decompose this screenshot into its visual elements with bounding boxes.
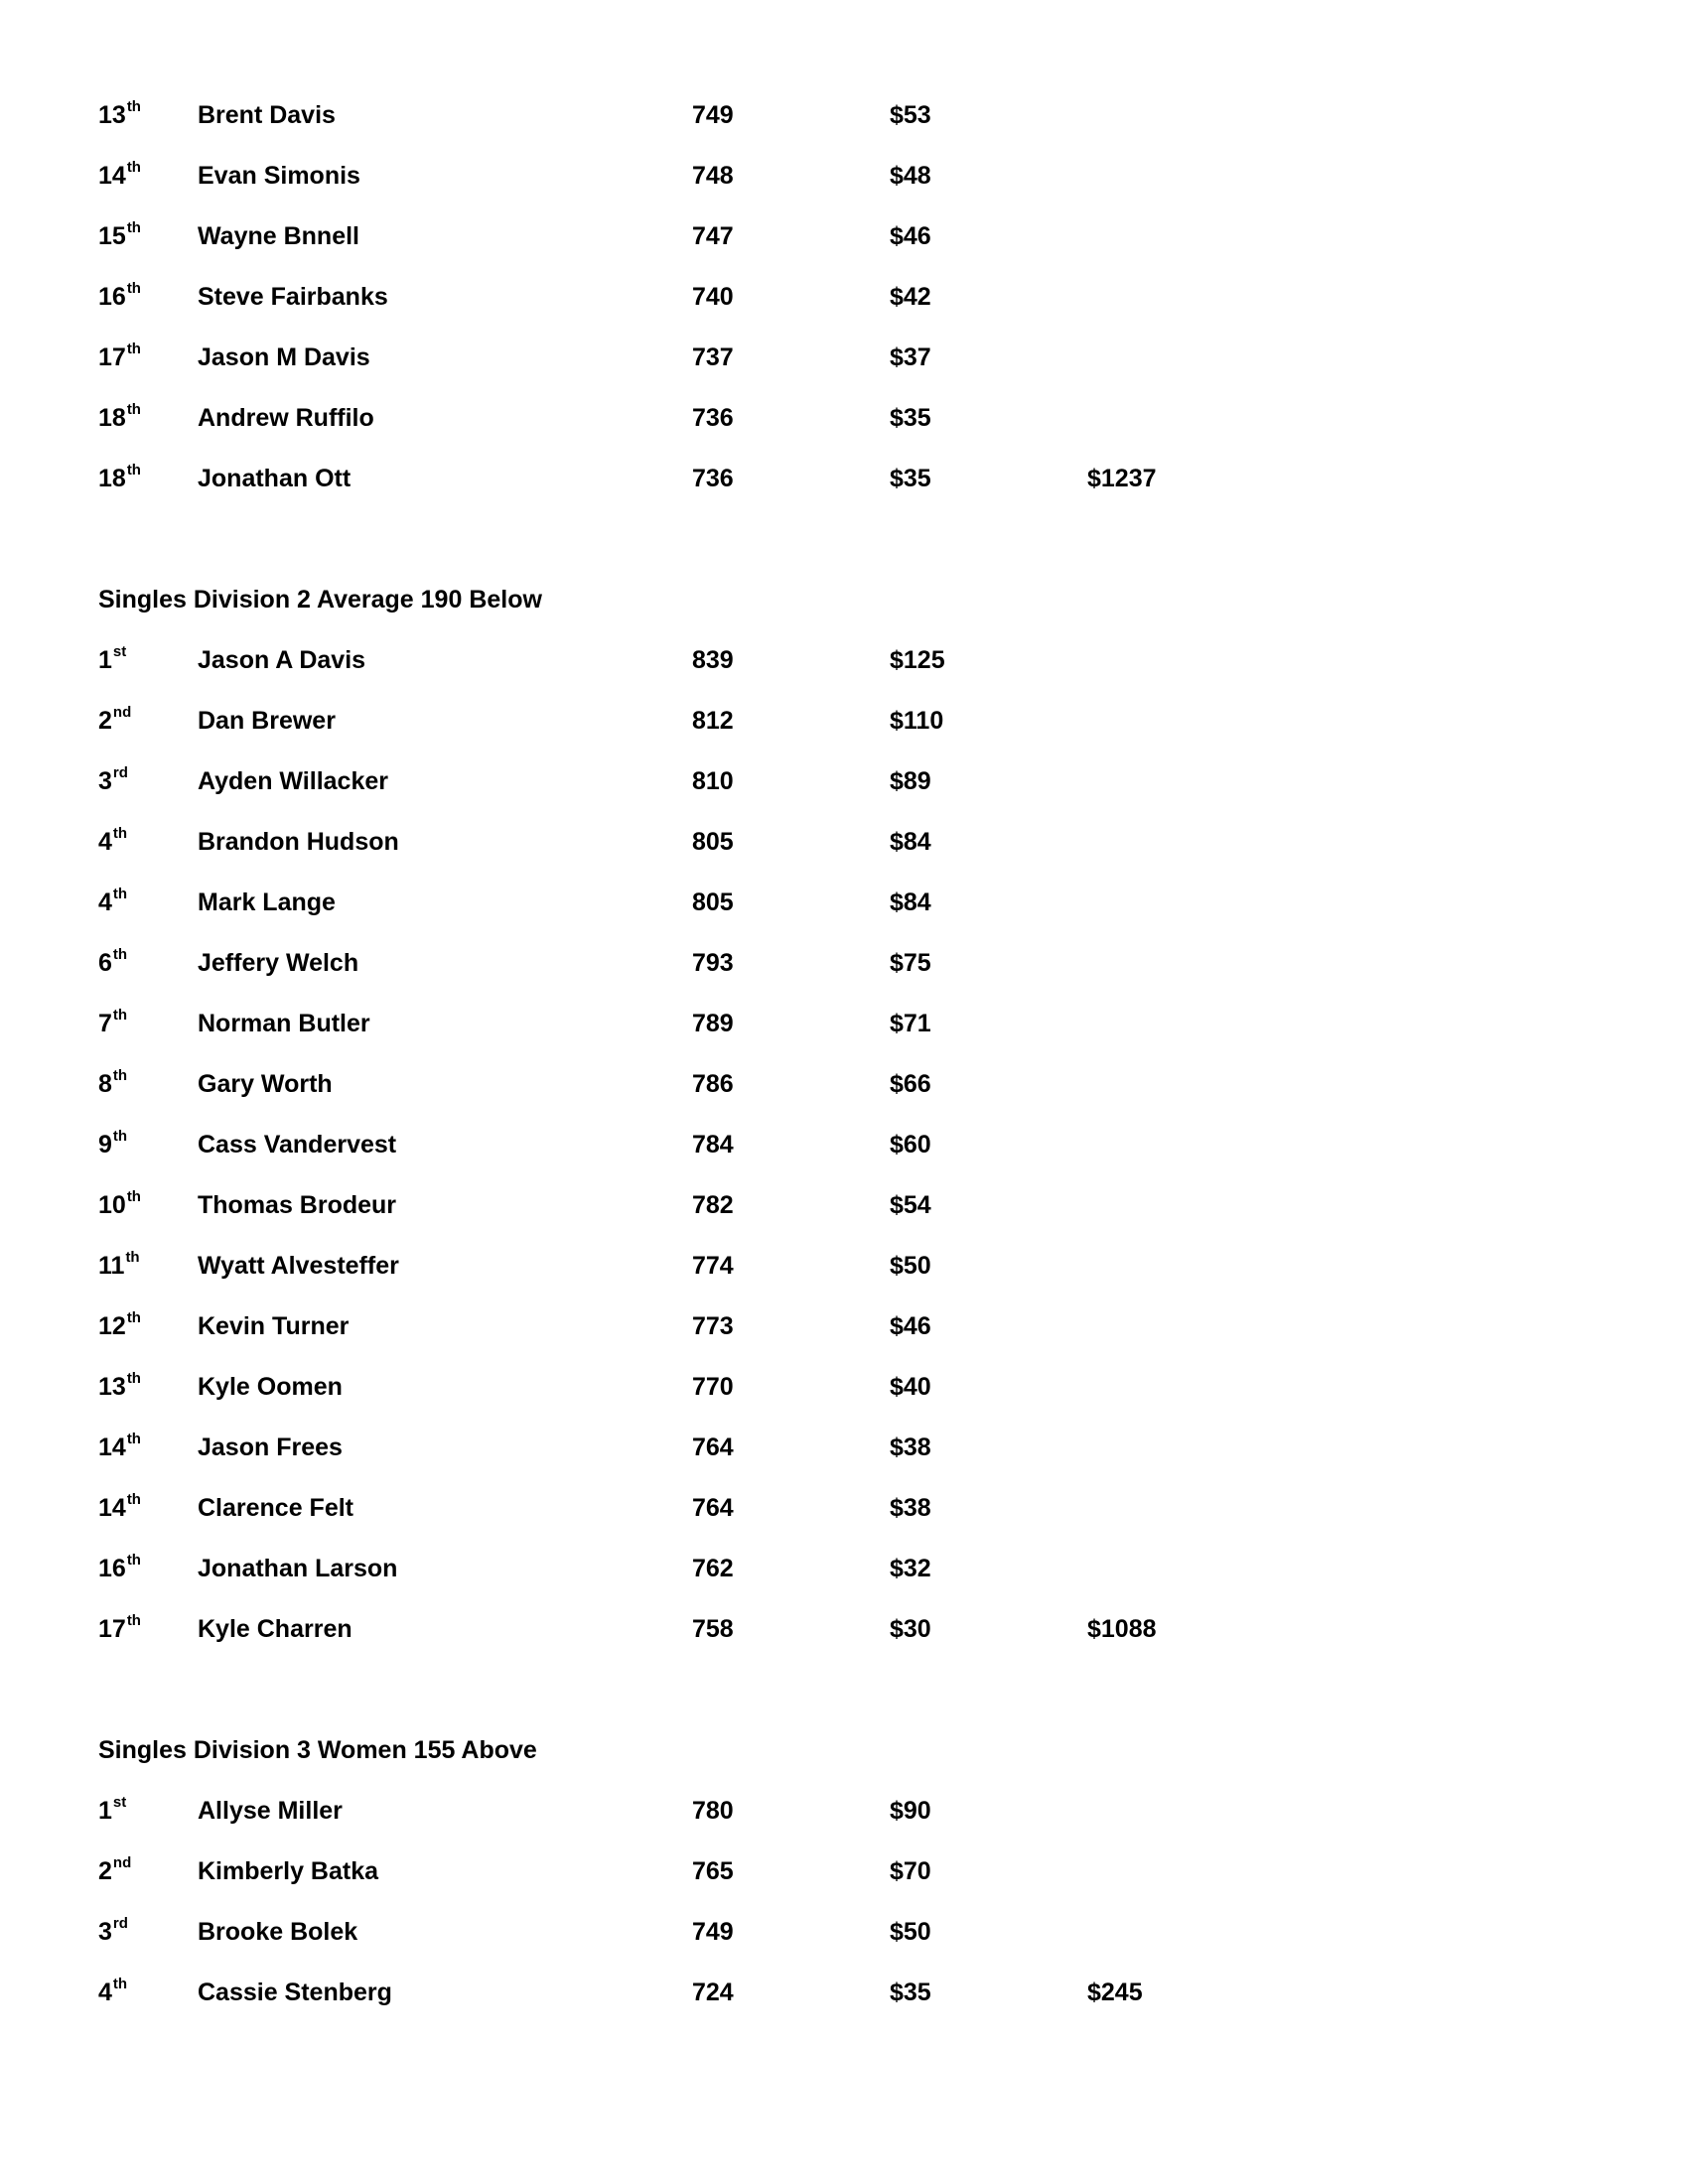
bowler-name: Norman Butler [198,1010,370,1037]
prize: $53 [890,101,931,129]
score: 839 [692,646,734,674]
result-row [0,338,1688,377]
result-row [0,459,1688,498]
rank: 3rd [98,1915,128,1946]
bowler-name: Brandon Hudson [198,828,399,856]
bowler-name: Kyle Oomen [198,1373,343,1401]
score: 747 [692,222,734,250]
bowler-name: Jason M Davis [198,343,370,371]
score: 736 [692,465,734,492]
bowler-name: Kyle Charren [198,1615,352,1643]
prize: $30 [890,1615,931,1643]
prize: $125 [890,646,945,674]
result-row [0,883,1688,922]
score: 805 [692,828,734,856]
result-row [0,761,1688,801]
score: 724 [692,1979,734,2006]
score: 749 [692,101,734,129]
score: 737 [692,343,734,371]
bowler-name: Jonathan Larson [198,1555,398,1582]
bowler-name: Wayne Bnnell [198,222,359,250]
prize: $110 [890,707,944,735]
rank: 10th [98,1188,141,1219]
bowler-name: Andrew Ruffilo [198,404,374,432]
rank: 8th [98,1067,128,1098]
result-row [0,156,1688,196]
bowler-name: Kevin Turner [198,1312,350,1340]
result-row [0,1125,1688,1164]
rank: 9th [98,1128,128,1159]
result-row [0,1851,1688,1891]
rank: 6th [98,946,128,977]
prize: $46 [890,222,931,250]
section-total: $245 [1087,1979,1143,2006]
prize: $84 [890,828,931,856]
score: 764 [692,1433,734,1461]
score: 773 [692,1312,734,1340]
rank: 7th [98,1007,128,1037]
score: 793 [692,949,734,977]
rank: 14th [98,1491,141,1522]
rank: 17th [98,341,141,371]
bowler-name: Allyse Miller [198,1797,343,1825]
rank: 11th [98,1249,140,1280]
score: 812 [692,707,734,735]
rank: 18th [98,462,141,492]
score: 749 [692,1918,734,1946]
bowler-name: Wyatt Alvesteffer [198,1252,399,1280]
prize: $35 [890,404,931,432]
rank: 17th [98,1612,141,1643]
rank: 2nd [98,1854,132,1885]
rank: 4th [98,886,128,916]
prize: $38 [890,1494,931,1522]
prize: $35 [890,1979,931,2006]
result-row [0,640,1688,680]
bowler-name: Brent Davis [198,101,336,129]
bowler-name: Evan Simonis [198,162,360,190]
prize: $75 [890,949,931,977]
score: 774 [692,1252,734,1280]
rank: 12th [98,1309,141,1340]
score: 782 [692,1191,734,1219]
score: 764 [692,1494,734,1522]
rank: 1st [98,1794,127,1825]
section-heading: Singles Division 2 Average 190 Below [98,586,542,614]
rank: 18th [98,401,141,432]
score: 810 [692,767,734,795]
bowler-name: Jason A Davis [198,646,366,674]
score: 736 [692,404,734,432]
prize: $50 [890,1252,931,1280]
score: 786 [692,1070,734,1098]
bowler-name: Cassie Stenberg [198,1979,392,2006]
prize: $90 [890,1797,931,1825]
bowler-name: Cass Vandervest [198,1131,397,1159]
prize: $38 [890,1433,931,1461]
score: 770 [692,1373,734,1401]
bowler-name: Ayden Willacker [198,767,388,795]
score: 740 [692,283,734,311]
prize: $50 [890,1918,931,1946]
result-row [0,277,1688,317]
result-row [0,216,1688,256]
result-row [0,1246,1688,1286]
prize: $32 [890,1555,931,1582]
result-row [0,1185,1688,1225]
rank: 16th [98,1552,141,1582]
bowler-name: Mark Lange [198,888,336,916]
result-row [0,398,1688,438]
bowler-name: Steve Fairbanks [198,283,388,311]
bowler-name: Brooke Bolek [198,1918,358,1946]
prize: $46 [890,1312,931,1340]
prize: $48 [890,162,931,190]
result-row [0,701,1688,741]
rank: 14th [98,1431,141,1461]
section-total: $1237 [1087,465,1157,492]
bowler-name: Dan Brewer [198,707,336,735]
score: 765 [692,1857,734,1885]
bowler-name: Thomas Brodeur [198,1191,397,1219]
rank: 14th [98,159,141,190]
result-row [0,95,1688,135]
prize: $70 [890,1857,931,1885]
prize: $60 [890,1131,931,1159]
score: 789 [692,1010,734,1037]
prize: $66 [890,1070,931,1098]
score: 762 [692,1555,734,1582]
rank: 4th [98,1976,128,2006]
section-heading: Singles Division 3 Women 155 Above [98,1736,537,1764]
score: 748 [692,162,734,190]
score: 758 [692,1615,734,1643]
score: 780 [692,1797,734,1825]
prize: $37 [890,343,931,371]
result-row [0,1004,1688,1043]
score: 805 [692,888,734,916]
prize: $40 [890,1373,931,1401]
result-row [0,943,1688,983]
prize: $71 [890,1010,931,1037]
result-row [0,1488,1688,1528]
rank: 13th [98,1370,141,1401]
rank: 16th [98,280,141,311]
result-row [0,1549,1688,1588]
rank: 2nd [98,704,132,735]
result-row [0,822,1688,862]
result-row [0,1791,1688,1831]
prize: $35 [890,465,931,492]
result-row [0,1912,1688,1952]
rank: 15th [98,219,141,250]
section-total: $1088 [1087,1615,1157,1643]
score: 784 [692,1131,734,1159]
bowler-name: Jonathan Ott [198,465,352,492]
bowler-name: Gary Worth [198,1070,333,1098]
result-row [0,1367,1688,1407]
rank: 1st [98,643,127,674]
prize: $54 [890,1191,931,1219]
result-row [0,1973,1688,2012]
bowler-name: Clarence Felt [198,1494,354,1522]
bowler-name: Jeffery Welch [198,949,359,977]
result-row [0,1428,1688,1467]
rank: 3rd [98,764,128,795]
prize: $42 [890,283,931,311]
prize: $84 [890,888,931,916]
rank: 13th [98,98,141,129]
bowler-name: Kimberly Batka [198,1857,379,1885]
result-row [0,1306,1688,1346]
prize: $89 [890,767,931,795]
result-row [0,1064,1688,1104]
bowler-name: Jason Frees [198,1433,343,1461]
result-row [0,1609,1688,1649]
rank: 4th [98,825,128,856]
